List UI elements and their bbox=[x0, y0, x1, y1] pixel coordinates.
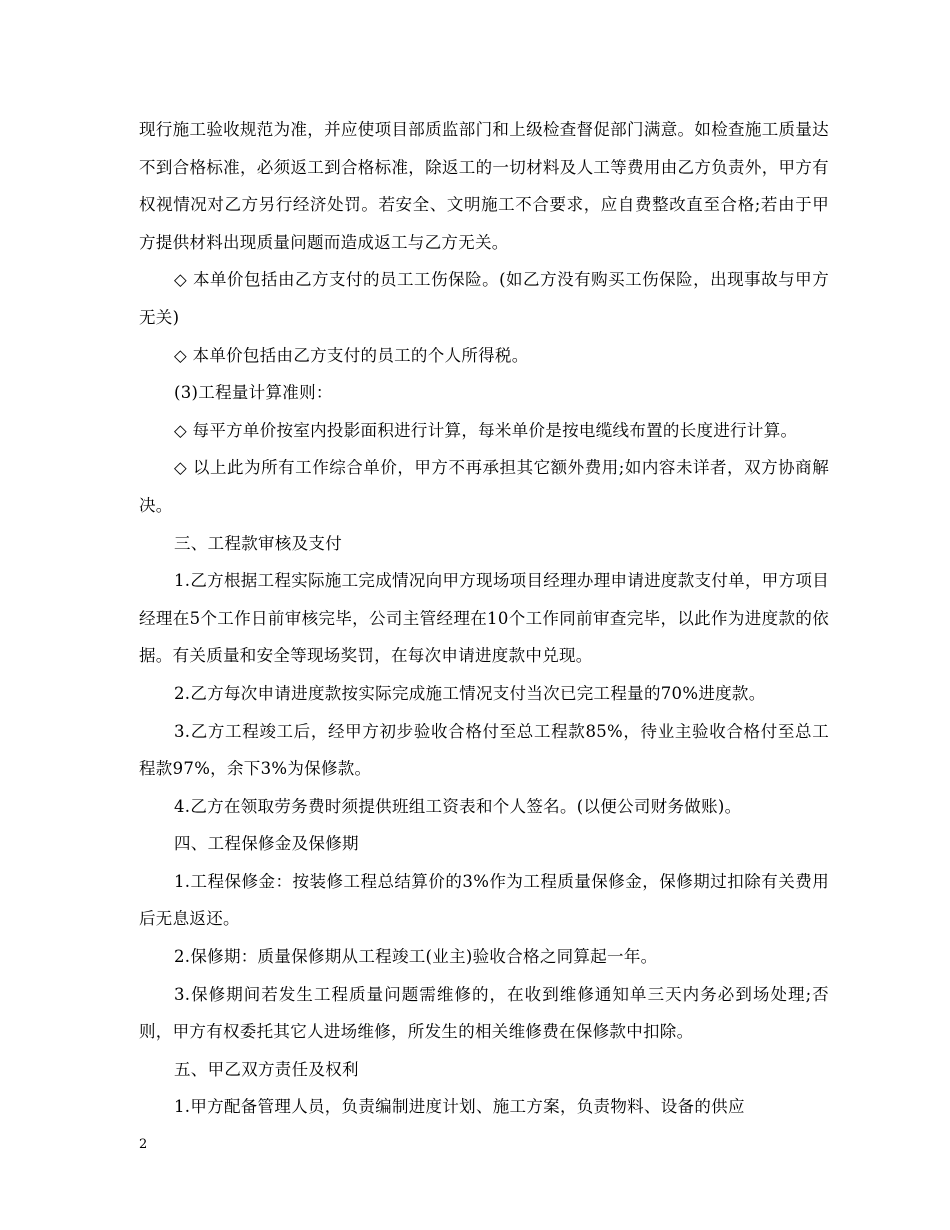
paragraph-14: 3.保修期间若发生工程质量问题需维修的，在收到维修通知单三天内务必到场处理;否则，甲方有权委托其它人进场维修，所发生的相关维修费在保修款中扣除。 bbox=[139, 984, 829, 1042]
paragraph-0: 现行施工验收规范为准，并应使项目部质监部门和上级检查督促部门满意。如检查施工质量达不到合格标准，必须返工到合格标准，除返工的一切材料及人工等费用由乙方负责外，甲方有权视情况对乙方另行经济处罚。若安全、文明施工不合要求，应自费整改直至合格;若由于甲方提供材料出现质量问题而造成返工与乙方无关。 bbox=[139, 120, 829, 252]
paragraph-13: 2.保修期：质量保修期从工程竣工(业主)验收合格之同算起一年。 bbox=[174, 947, 658, 967]
page-number: 2 bbox=[139, 1137, 148, 1152]
section-heading-3: 三、工程款审核及支付 bbox=[174, 533, 342, 553]
paragraph-7: 1.乙方根据工程实际施工完成情况向甲方现场项目经理办理申请进度款支付单，甲方项目经理在5个工作日前审核完毕，公司主管经理在10个工作同前审查完毕，以此作为进度款的依据。有关质量和安全等现场奖罚，在每次申请进度款中兑现。 bbox=[139, 571, 829, 666]
section-heading-4: 四、工程保修金及保修期 bbox=[174, 834, 359, 854]
paragraph-9: 3.乙方工程竣工后，经甲方初步验收合格付至总工程款85%，待业主验收合格付至总工程款97%，余下3%为保修款。 bbox=[139, 721, 829, 779]
paragraph-4: ◇ 每平方单价按室内投影面积进行计算，每米单价是按电缆线布置的长度进行计算。 bbox=[174, 420, 798, 440]
paragraph-8: 2.乙方每次申请进度款按实际完成施工情况支付当次已完工程量的70%进度款。 bbox=[174, 683, 766, 703]
paragraph-5: ◇ 以上此为所有工作综合单价，甲方不再承担其它额外费用;如内容未详者，双方协商解决。 bbox=[139, 458, 829, 515]
paragraph-3: (3)工程量计算准则： bbox=[174, 383, 333, 403]
paragraph-16: 1.甲方配备管理人员，负责编制进度计划、施工方案，负责物料、设备的供应 bbox=[174, 1097, 745, 1117]
section-heading-5: 五、甲乙双方责任及权利 bbox=[174, 1059, 359, 1079]
paragraph-1: ◇ 本单价包括由乙方支付的员工工伤保险。(如乙方没有购买工伤保险，出现事故与甲方无关) bbox=[139, 270, 829, 327]
paragraph-2: ◇ 本单价包括由乙方支付的员工的个人所得税。 bbox=[174, 345, 529, 365]
paragraph-12: 1.工程保修金：按装修工程总结算价的3%作为工程质量保修金，保修期过扣除有关费用后无息返还。 bbox=[139, 871, 829, 929]
paragraph-10: 4.乙方在领取劳务费时须提供班组工资表和个人签名。(以便公司财务做账)。 bbox=[174, 796, 742, 816]
document-body bbox=[139, 111, 829, 1126]
